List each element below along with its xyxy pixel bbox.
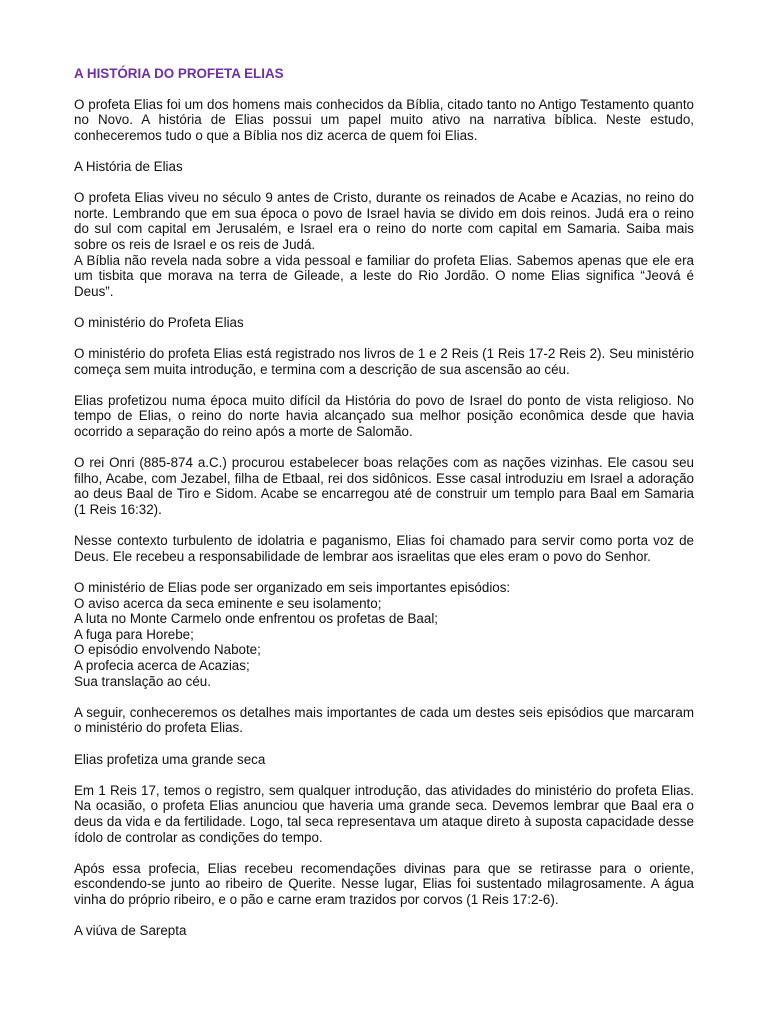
list-item: O aviso acerca da seca eminente e seu isolamento; (74, 595, 382, 611)
section-heading-ministerio: O ministério do Profeta Elias (74, 314, 244, 330)
section-heading-seca: Elias profetiza uma grande seca (74, 751, 266, 767)
list-item: A profecia acerca de Acazias; (74, 657, 250, 673)
list-item: A luta no Monte Carmelo onde enfrentou os profetas de Baal; (74, 611, 439, 627)
episodios-list (74, 580, 694, 689)
episodios-intro: O ministério de Elias pode ser organizado em seis importantes episódios: (74, 580, 511, 595)
list-item: O episódio envolvendo Nabote; (74, 642, 261, 658)
ministerio-paragraph-1: O ministério do profeta Elias está registrado nos livros de 1 e 2 Reis (1 Reis 17-2 Reis 2). Seu ministério começa sem muita introdução, e termina com a descrição de sua ascensão ao céu. (74, 346, 694, 377)
list-item: A fuga para Horebe; (74, 626, 194, 642)
section-heading-viuva: A viúva de Sarepta (74, 923, 187, 939)
section-heading-historia: A História de Elias (74, 158, 183, 174)
seca-paragraph-1: Em 1 Reis 17, temos o registro, sem qualquer introdução, das atividades do ministério do profeta Elias. Na ocasião, o profeta Elias anunciou que haveria uma grande seca. Devemos lembrar que Baal era o deus da vida e da fertilidade. Logo, tal seca representava um ataque direto à suposta capacidade desse ídolo de controlar as condições do tempo. (74, 782, 694, 845)
ministerio-paragraph-5: A seguir, conheceremos os detalhes mais importantes de cada um destes seis episódios que marcaram o ministério do profeta Elias. (74, 704, 694, 736)
document-page (74, 66, 694, 954)
seca-paragraph-2: Após essa profecia, Elias recebeu recomendações divinas para que se retirasse para o oriente, escondendo-se junto ao ribeiro de Querite. Nesse lugar, Elias foi sustentado milagrosamente. A água vinha do próprio ribeiro, e o pão e carne eram trazidos por corvos (1 Reis 17:2-6). (74, 860, 694, 907)
ministerio-paragraph-3: O rei Onri (885-874 a.C.) procurou estabelecer boas relações com as nações vizinhas. Ele casou seu filho, Acabe, com Jezabel, filha de Etbaal, rei dos sidônicos. Esse casal introduziu em Israel a adoração ao deus Baal de Tiro e Sidom. Acabe se encarregou até de construir um templo para Baal em Samaria (1 Reis 16:32). (74, 455, 694, 518)
historia-paragraph-2: A Bíblia não revela nada sobre a vida pessoal e familiar do profeta Elias. Sabemos apenas que ele era um tisbita que morava na terra de Gileade, a leste do Rio Jordão. O nome Elias significa “Jeová é Deus”. (74, 252, 694, 299)
intro-paragraph: O profeta Elias foi um dos homens mais conhecidos da Bíblia, citado tanto no Antigo Testamento quanto no Novo. A história de Elias possui um papel muito ativo na narrativa bíblica. Neste estudo, conheceremos tudo o que a Bíblia nos diz acerca de quem foi Elias. (74, 96, 694, 143)
document-title: A HISTÓRIA DO PROFETA ELIAS (74, 66, 284, 81)
list-item: Sua translação ao céu. (74, 673, 211, 689)
historia-paragraph-1: O profeta Elias viveu no século 9 antes de Cristo, durante os reinados de Acabe e Acazias, no reino do norte. Lembrando que em sua época o povo de Israel havia se divido em dois reinos. Judá era o reino do sul com capital em Jerusalém, e Israel era o reino do norte com capital em Samaria. Saiba mais sobre os reis de Israel e os reis de Judá. (74, 190, 694, 252)
ministerio-paragraph-4: Nesse contexto turbulento de idolatria e paganismo, Elias foi chamado para servir como porta voz de Deus. Ele recebeu a responsabilidade de lembrar aos israelitas que eles eram o povo do Senhor. (74, 533, 694, 564)
ministerio-paragraph-2: Elias profetizou numa época muito difícil da História do povo de Israel do ponto de vista religioso. No tempo de Elias, o reino do norte havia alcançado sua melhor posição econômica desde que havia ocorrido a separação do reino após a morte de Salomão. (74, 392, 694, 440)
